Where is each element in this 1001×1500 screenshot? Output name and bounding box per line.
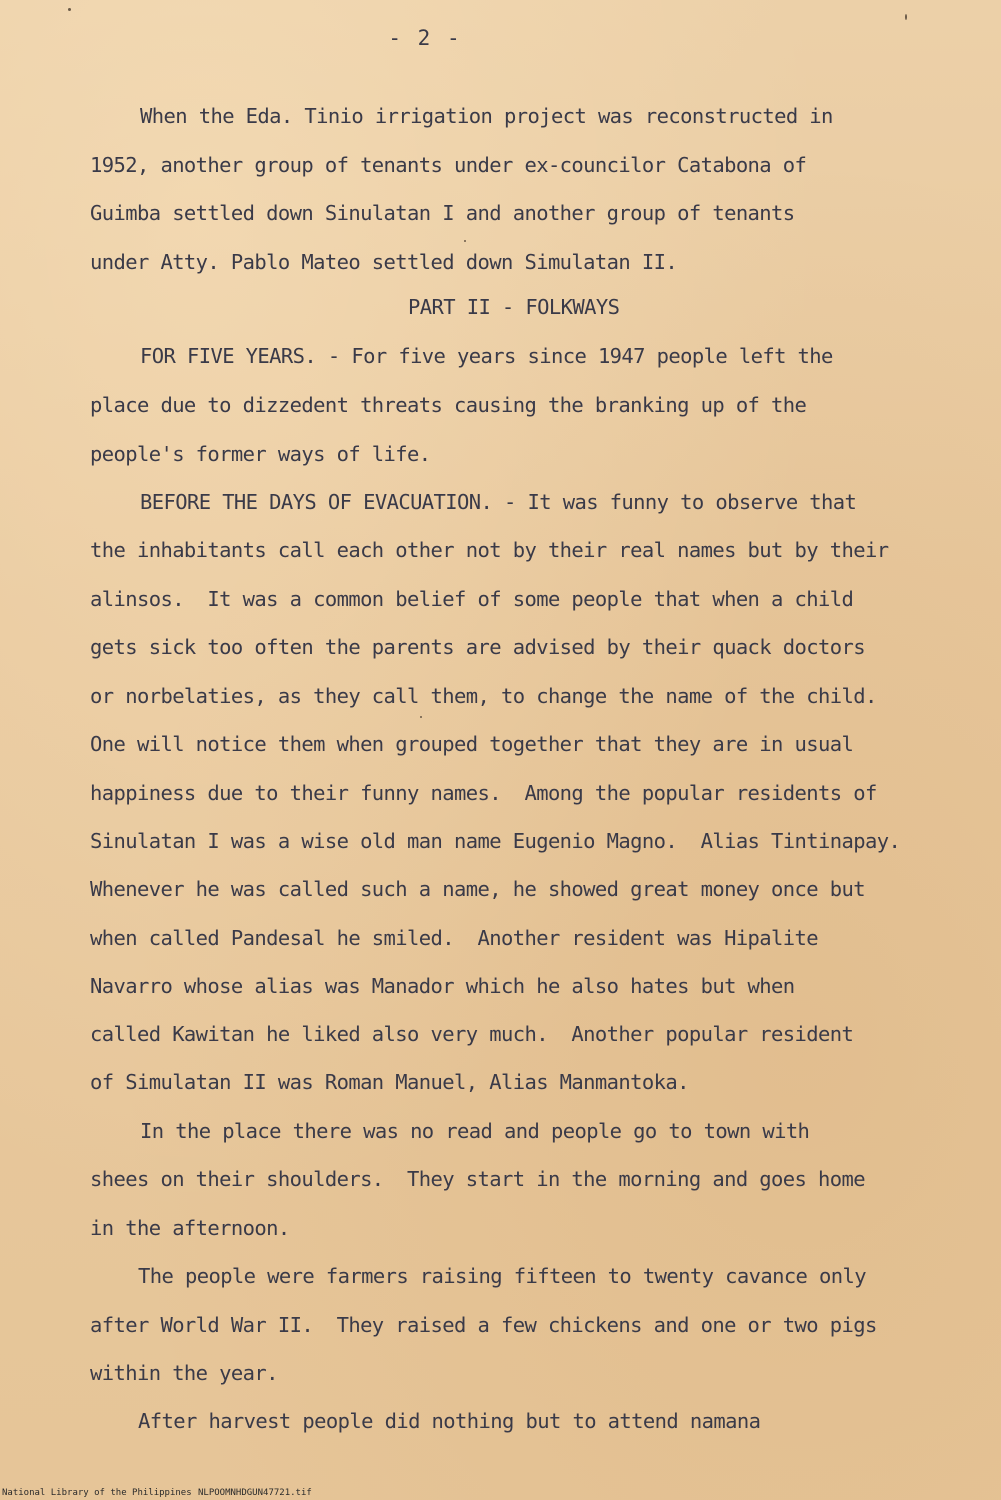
text-line: happiness due to their funny names. Among the popular residents of xyxy=(90,781,877,805)
text-line: when called Pandesal he smiled. Another resident was Hipalite xyxy=(90,926,819,950)
paper-speck xyxy=(420,716,422,718)
text-line: Sinulatan I was a wise old man name Eugenio Magno. Alias Tintinapay. xyxy=(90,829,901,853)
text-line: in the afternoon. xyxy=(90,1216,290,1240)
paper-speck xyxy=(68,8,71,11)
text-line: When the Eda. Tinio irrigation project was reconstructed in xyxy=(140,104,833,128)
text-line: The people were farmers raising fifteen to twenty cavance only xyxy=(138,1264,867,1288)
text-line: or norbelaties, as they call them, to change the name of the child. xyxy=(90,684,877,708)
section-heading: PART II - FOLKWAYS xyxy=(408,295,620,319)
text-line: the inhabitants call each other not by their real names but by their xyxy=(90,538,889,562)
text-line: called Kawitan he liked also very much. Another popular resident xyxy=(90,1022,854,1046)
text-line: after World War II. They raised a few chickens and one or two pigs xyxy=(90,1313,877,1337)
text-line: Guimba settled down Sinulatan I and another group of tenants xyxy=(90,201,795,225)
footer-filename: NLPOOMNHDGUN47721.tif xyxy=(198,1488,312,1498)
text-line: under Atty. Pablo Mateo settled down Simulatan II. xyxy=(90,250,678,274)
text-line: BEFORE THE DAYS OF EVACUATION. - It was funny to observe that xyxy=(140,490,857,514)
text-line: Whenever he was called such a name, he showed great money once but xyxy=(90,877,865,901)
text-line: In the place there was no read and people go to town with xyxy=(140,1119,810,1143)
text-line: shees on their shoulders. They start in the morning and goes home xyxy=(90,1167,865,1191)
text-line: place due to dizzedent threats causing the branking up of the xyxy=(90,393,807,417)
footer-library: National Library of the Philippines xyxy=(2,1488,192,1498)
text-line: After harvest people did nothing but to attend namana xyxy=(138,1409,761,1433)
paper-speck xyxy=(905,14,907,20)
text-line: 1952, another group of tenants under ex-councilor Catabona of xyxy=(90,153,807,177)
text-line: Navarro whose alias was Manador which he also hates but when xyxy=(90,974,795,998)
text-line: One will notice them when grouped together that they are in usual xyxy=(90,732,854,756)
text-line: people's former ways of life. xyxy=(90,442,431,466)
text-line: of Simulatan II was Roman Manuel, Alias Manmantoka. xyxy=(90,1070,689,1094)
text-line: within the year. xyxy=(90,1361,278,1385)
text-line: FOR FIVE YEARS. - For five years since 1947 people left the xyxy=(140,344,833,368)
text-line: gets sick too often the parents are advised by their quack doctors xyxy=(90,635,865,659)
paper-speck xyxy=(464,240,466,242)
text-line: alinsos. It was a common belief of some people that when a child xyxy=(90,587,854,611)
page-number: - 2 - xyxy=(388,26,462,50)
